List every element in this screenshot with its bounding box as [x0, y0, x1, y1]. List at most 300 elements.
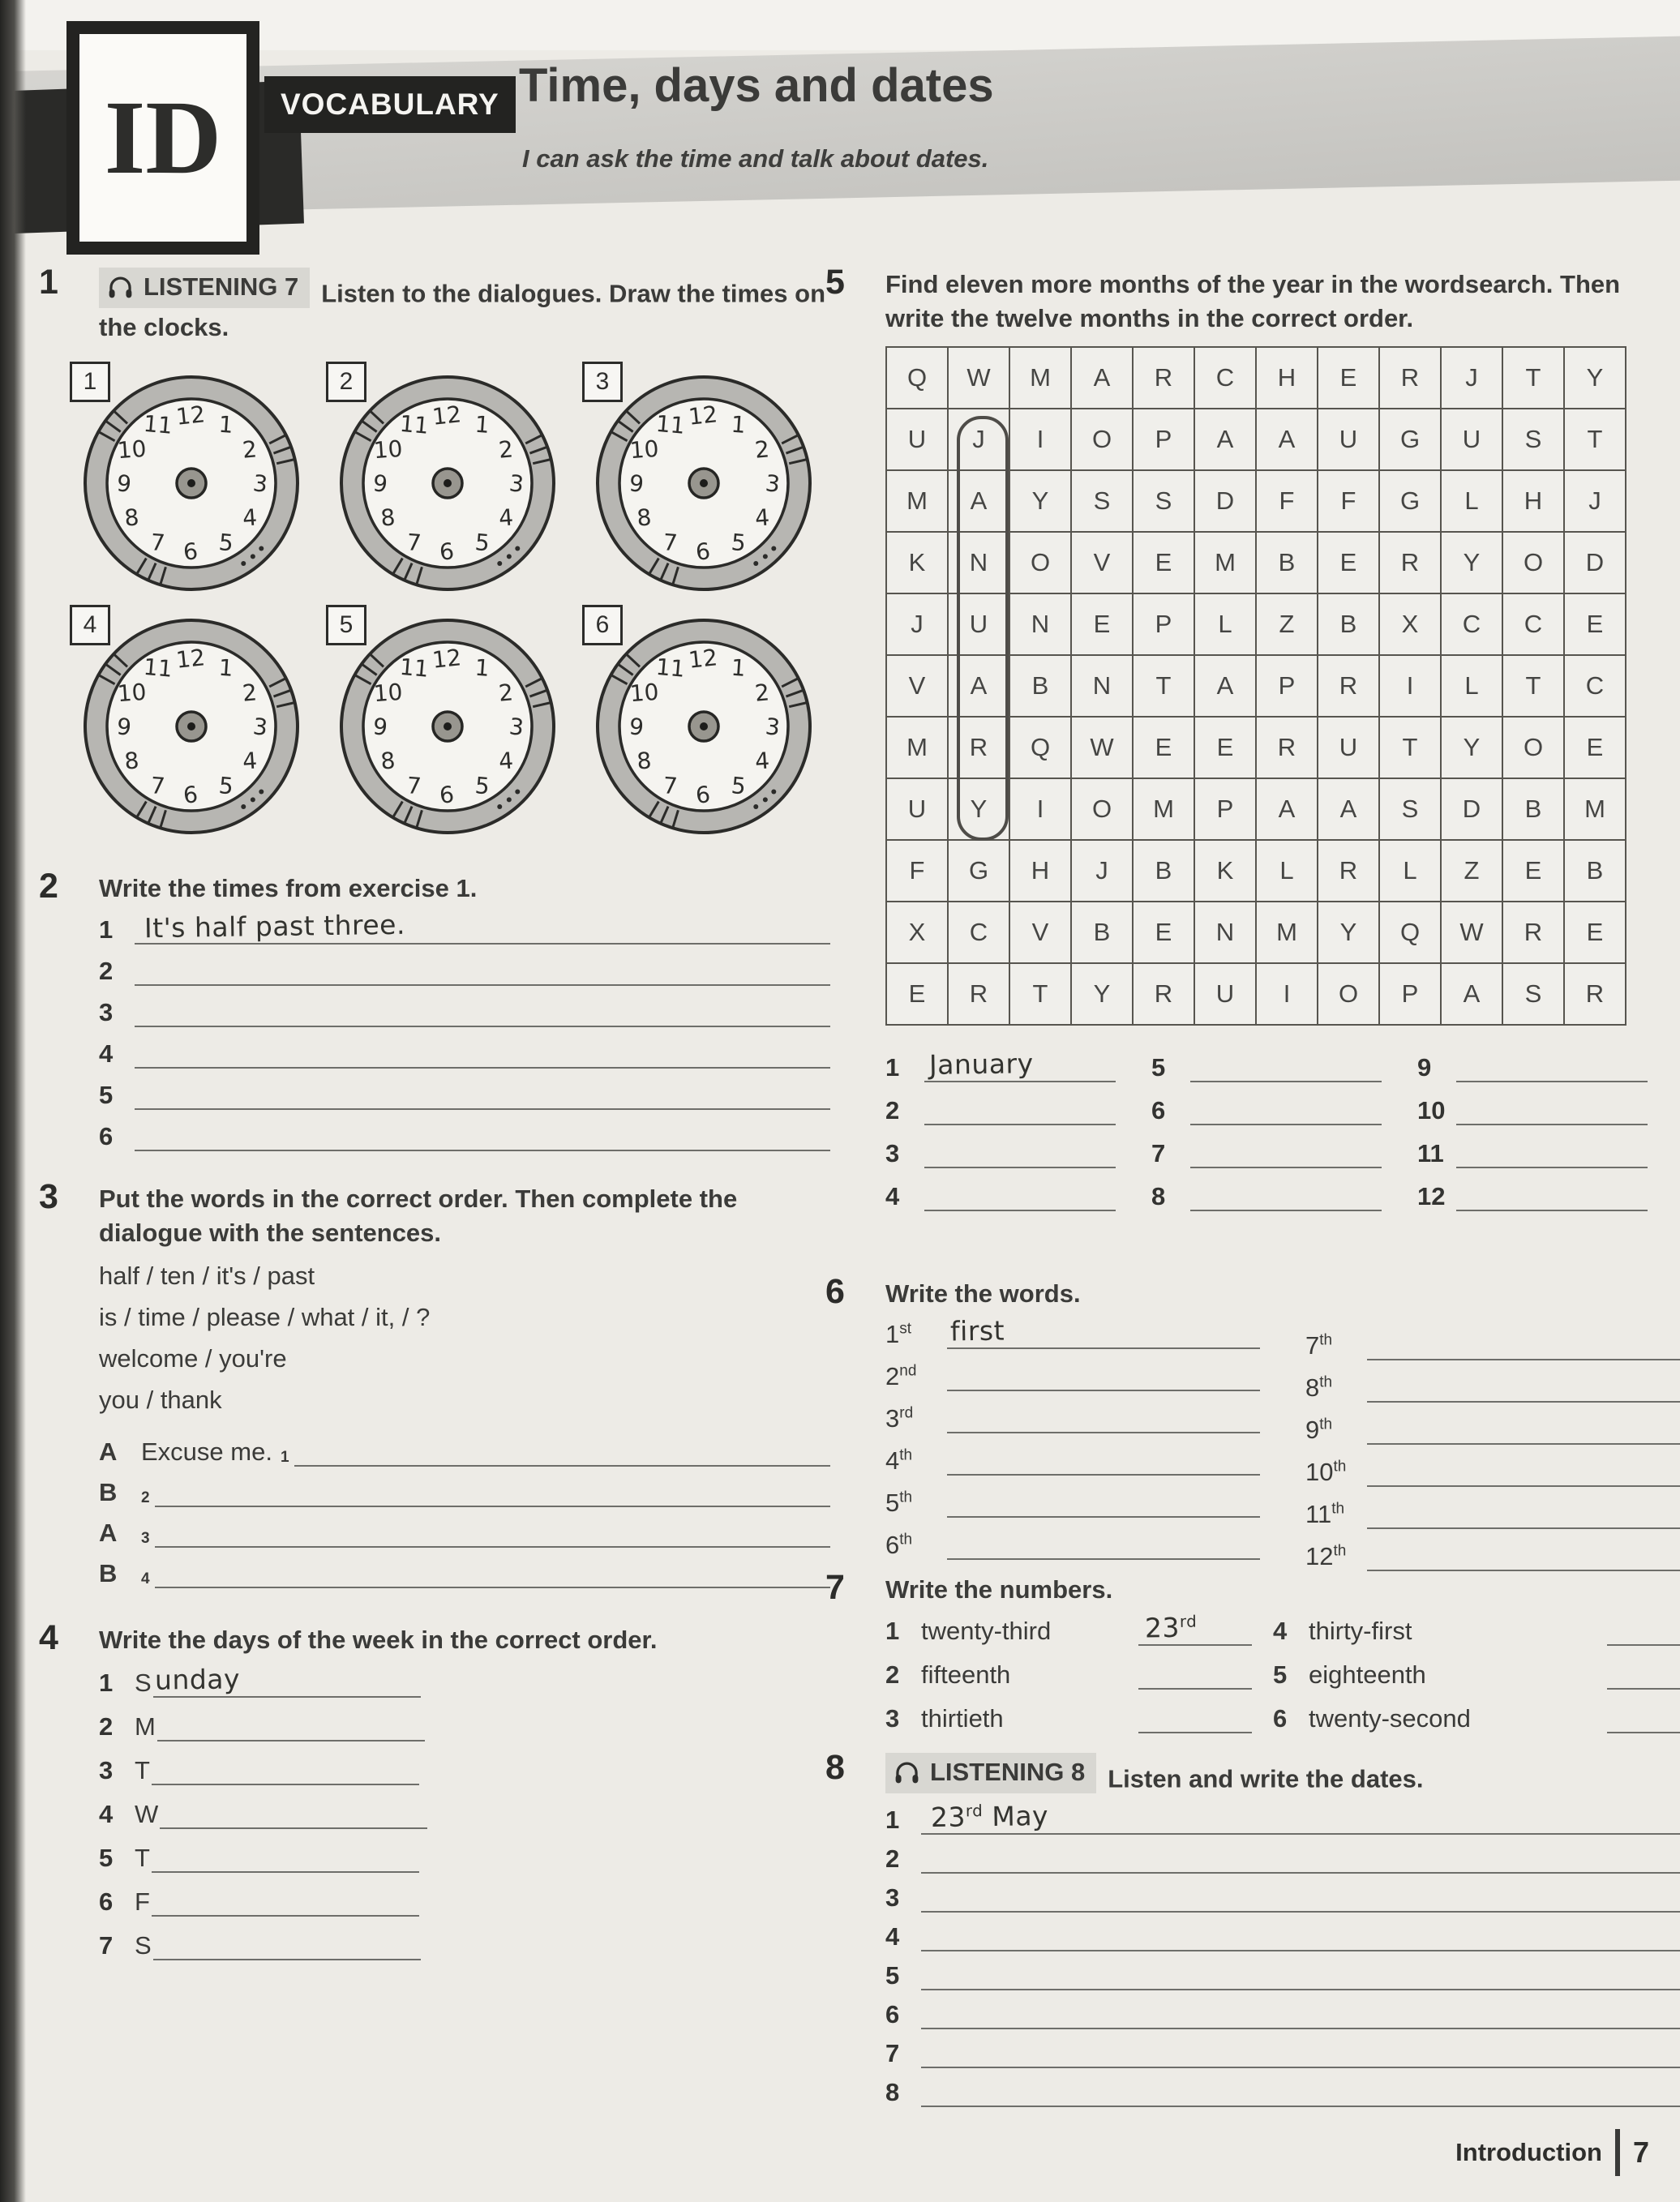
wordsearch-cell[interactable]: A — [948, 655, 1009, 717]
item-number: 4 — [885, 1921, 900, 1951]
wordsearch-cell[interactable]: F — [1318, 470, 1379, 532]
wordsearch-cell[interactable]: M — [1564, 778, 1626, 840]
wordsearch-cell[interactable]: O — [1071, 778, 1133, 840]
wordsearch-cell[interactable]: A — [948, 470, 1009, 532]
wordsearch-cell[interactable]: R — [948, 963, 1009, 1025]
wordsearch-cell[interactable]: P — [1256, 655, 1318, 717]
wordsearch-cell[interactable]: N — [1071, 655, 1133, 717]
wordsearch-cell[interactable]: Y — [1009, 470, 1071, 532]
wordsearch-cell[interactable]: A — [1256, 778, 1318, 840]
wordsearch-cell[interactable]: E — [886, 963, 948, 1025]
answer-row — [99, 1751, 830, 1785]
wordsearch-cell[interactable]: R — [1564, 963, 1626, 1025]
wordsearch-cell[interactable]: Z — [1441, 840, 1502, 902]
wordsearch-cell[interactable]: C — [948, 902, 1009, 963]
handwritten-text: January — [928, 1047, 1034, 1081]
wordsearch-cell[interactable]: K — [886, 532, 948, 593]
answer-line[interactable] — [1367, 1328, 1680, 1360]
wordsearch-cell[interactable]: T — [1564, 409, 1626, 470]
wordsearch-cell[interactable]: C — [1441, 593, 1502, 655]
wordsearch-cell[interactable]: J — [1564, 470, 1626, 532]
answer-line[interactable] — [947, 1485, 1260, 1518]
answer-line[interactable] — [155, 1515, 830, 1548]
wordsearch-cell[interactable]: R — [1379, 532, 1441, 593]
wordsearch-cell[interactable]: A — [1256, 409, 1318, 470]
answer-line[interactable] — [924, 1047, 1116, 1082]
wordsearch-cell[interactable]: O — [1071, 409, 1133, 470]
ordinal-number: 2 — [885, 1361, 900, 1390]
clock-digit: 1 — [730, 654, 747, 683]
wordsearch-cell[interactable]: X — [1379, 593, 1441, 655]
wordsearch-cell[interactable]: T — [1379, 717, 1441, 778]
wordsearch-cell[interactable]: Q — [1379, 902, 1441, 963]
wordsearch-cell[interactable]: H — [1502, 470, 1564, 532]
wordsearch-cell[interactable]: C — [1194, 347, 1256, 409]
ordinal-row — [1305, 1540, 1680, 1571]
clock-digit: 9 — [371, 713, 389, 742]
item-number: 8 — [885, 2077, 900, 2106]
wordsearch-cell[interactable]: V — [1071, 532, 1133, 593]
wordsearch-cell[interactable]: H — [1009, 840, 1071, 902]
wordsearch-cell[interactable]: R — [1318, 840, 1379, 902]
wordsearch-cell[interactable]: A — [1194, 655, 1256, 717]
wordsearch-cell[interactable]: K — [1194, 840, 1256, 902]
wordsearch-cell[interactable]: L — [1379, 840, 1441, 902]
clock-digit: 7 — [662, 772, 679, 800]
answer-line[interactable] — [924, 1093, 1116, 1125]
ordinal-row — [885, 1444, 1260, 1476]
wordsearch-cell[interactable]: J — [1071, 840, 1133, 902]
wordsearch-cell[interactable]: F — [886, 840, 948, 902]
clock-digit: 11 — [398, 653, 431, 683]
ordinal-row — [885, 1314, 1260, 1349]
wordsearch-row — [886, 840, 1626, 902]
number-word-row — [1273, 1613, 1680, 1646]
answer-line[interactable] — [153, 1662, 421, 1698]
answer-line[interactable] — [155, 1556, 830, 1588]
answer-line[interactable] — [924, 1136, 1116, 1168]
wordsearch-cell[interactable]: U — [1318, 717, 1379, 778]
wordsearch-cell[interactable]: I — [1379, 655, 1441, 717]
wordsearch-cell[interactable]: A — [1071, 347, 1133, 409]
answer-line[interactable] — [1367, 1370, 1680, 1403]
answer-line[interactable] — [1456, 1050, 1648, 1082]
item-number: 10 — [1417, 1096, 1446, 1125]
handwritten-answer — [929, 1047, 1034, 1081]
wordsearch-cell[interactable]: O — [1502, 717, 1564, 778]
wordsearch-cell[interactable]: O — [1502, 532, 1564, 593]
clock-2 — [318, 360, 574, 603]
dialogue-row — [99, 1434, 830, 1467]
item-number: 5 — [99, 1843, 114, 1872]
answer-line[interactable] — [294, 1434, 830, 1467]
wordsearch-cell[interactable]: V — [1009, 902, 1071, 963]
wordsearch-cell[interactable]: O — [1318, 963, 1379, 1025]
answer-line[interactable] — [153, 1928, 421, 1960]
clock-digit: 2 — [753, 679, 771, 708]
answer-line[interactable] — [1190, 1136, 1382, 1168]
blank-reference: 3 — [141, 1530, 150, 1548]
clock-digit: 11 — [654, 653, 687, 683]
handwritten-answer — [1145, 1611, 1198, 1643]
answer-line[interactable] — [135, 1036, 830, 1069]
ordinal-word: twenty-second — [1309, 1703, 1471, 1733]
wordsearch-cell[interactable]: Q — [886, 347, 948, 409]
handwritten-text: 23 — [1144, 1611, 1181, 1643]
clock-digit: 6 — [694, 538, 712, 567]
ordinal-row — [1305, 1371, 1680, 1403]
wordsearch-cell[interactable]: R — [1133, 347, 1194, 409]
clock-digit: 6 — [182, 538, 199, 567]
wordsearch-cell[interactable]: Y — [1441, 532, 1502, 593]
wordsearch-cell[interactable]: W — [1441, 902, 1502, 963]
clock-digit: 4 — [498, 747, 515, 775]
clock-digit: 11 — [654, 410, 687, 440]
ordinal-number: 6 — [885, 1530, 900, 1559]
instruction-text: Listen and write the dates. — [1108, 1764, 1424, 1793]
answer-line[interactable] — [921, 1919, 1680, 1951]
handwritten-text: rd — [1179, 1612, 1198, 1631]
wordsearch-cell[interactable]: D — [1441, 778, 1502, 840]
wordsearch-cell[interactable]: Y — [1071, 963, 1133, 1025]
wordsearch-cell[interactable]: B — [1009, 655, 1071, 717]
wordsearch-cell[interactable]: Q — [1009, 717, 1071, 778]
answer-line[interactable] — [947, 1359, 1260, 1391]
wordsearch-cell[interactable]: I — [1009, 409, 1071, 470]
answer-line[interactable] — [1367, 1454, 1680, 1487]
wordsearch-cell[interactable]: G — [948, 840, 1009, 902]
answer-line[interactable] — [1456, 1179, 1648, 1211]
exercise-3-word-sets — [99, 1262, 830, 1415]
clock-digit: 9 — [628, 469, 645, 499]
wordsearch-cell[interactable]: U — [1194, 963, 1256, 1025]
wordsearch-cell[interactable]: S — [1502, 409, 1564, 470]
wordsearch-cell[interactable]: M — [1009, 347, 1071, 409]
listening-label: LISTENING 8 — [930, 1758, 1086, 1786]
wordsearch-cell[interactable]: J — [886, 593, 948, 655]
wordsearch-cell[interactable]: E — [1194, 717, 1256, 778]
answer-line[interactable] — [1607, 1657, 1680, 1690]
answer-line[interactable] — [135, 953, 830, 986]
wordsearch-cell[interactable]: N — [1194, 902, 1256, 963]
item-number: 7 — [1151, 1139, 1166, 1168]
item-number: 1 — [99, 915, 114, 944]
clock-digit: 10 — [628, 435, 660, 465]
wordsearch-cell[interactable]: W — [948, 347, 1009, 409]
clock-face[interactable] — [590, 370, 817, 597]
clock-digit: 7 — [662, 529, 679, 557]
ordinal-suffix: th — [1331, 1500, 1345, 1518]
month-answer-row — [1417, 1050, 1648, 1082]
page-footer — [1455, 2129, 1649, 2176]
wordsearch-cell[interactable]: A — [1441, 963, 1502, 1025]
item-number: 1 — [885, 1053, 900, 1082]
wordsearch-cell[interactable]: E — [1318, 532, 1379, 593]
exercise-3 — [39, 1177, 830, 1596]
wordsearch-cell[interactable]: O — [1009, 532, 1071, 593]
months-answer-list — [885, 1047, 1648, 1211]
answer-line[interactable] — [921, 2036, 1680, 2068]
wordsearch-cell[interactable]: P — [1194, 778, 1256, 840]
item-number: 8 — [1151, 1182, 1166, 1211]
exercise-number: 7 — [825, 1568, 845, 1607]
wordsearch-cell[interactable]: Y — [1441, 717, 1502, 778]
wordsearch-cell[interactable]: I — [1009, 778, 1071, 840]
wordsearch-cell[interactable]: S — [1133, 470, 1194, 532]
answer-line[interactable] — [921, 1841, 1680, 1874]
handwritten-text: first — [949, 1314, 1005, 1347]
wordsearch-cell[interactable]: C — [1564, 655, 1626, 717]
page-number: 7 — [1632, 2136, 1649, 2169]
item-number: 4 — [99, 1039, 114, 1068]
item-number: 5 — [99, 1080, 114, 1109]
wordsearch-cell[interactable]: Z — [1256, 593, 1318, 655]
handwritten-answer — [950, 1314, 1005, 1347]
wordsearch-cell[interactable]: B — [1133, 840, 1194, 902]
wordsearch-cell[interactable]: E — [1318, 347, 1379, 409]
answer-line[interactable] — [921, 1997, 1680, 2029]
ordinal-suffix: th — [899, 1489, 913, 1506]
answer-line[interactable] — [924, 1179, 1116, 1211]
exercise-8-answers — [885, 1799, 1680, 2107]
ordinal-suffix: th — [1319, 1331, 1333, 1349]
answer-line[interactable] — [1607, 1613, 1680, 1646]
clock-digit: 6 — [694, 781, 712, 810]
wordsearch-cell[interactable]: E — [1071, 593, 1133, 655]
answer-line[interactable] — [1367, 1497, 1680, 1529]
numbers-column-left — [885, 1613, 1252, 1745]
wordsearch-cell[interactable]: B — [1564, 840, 1626, 902]
wordsearch-cell[interactable]: R — [1318, 655, 1379, 717]
exercise-3-dialogue — [99, 1434, 830, 1588]
wordsearch-cell[interactable]: M — [1256, 902, 1318, 963]
clock-digit: 6 — [182, 781, 199, 810]
answer-line[interactable] — [157, 1709, 425, 1741]
item-number: 6 — [99, 1121, 114, 1150]
answer-line[interactable] — [135, 1119, 830, 1151]
answer-line[interactable] — [135, 995, 830, 1027]
wordsearch-cell[interactable]: B — [1071, 902, 1133, 963]
wordsearch-cell[interactable]: E — [1564, 593, 1626, 655]
wordsearch-cell[interactable]: M — [1194, 532, 1256, 593]
wordsearch-cell[interactable]: J — [948, 409, 1009, 470]
wordsearch-cell[interactable]: T — [1133, 655, 1194, 717]
wordsearch-cell[interactable]: T — [1502, 347, 1564, 409]
wordsearch-cell[interactable]: L — [1441, 655, 1502, 717]
answer-line[interactable] — [135, 1077, 830, 1110]
answer-line[interactable] — [1138, 1613, 1252, 1646]
clock-digit: 2 — [497, 435, 515, 465]
clock-digit: 8 — [636, 503, 653, 533]
month-answer-row — [885, 1047, 1116, 1082]
day-first-letter: M — [135, 1711, 156, 1741]
wordsearch-cell[interactable]: E — [1502, 840, 1564, 902]
wordsearch-cell[interactable]: T — [1009, 963, 1071, 1025]
clock-face[interactable] — [334, 613, 561, 840]
footer-section-label: Introduction — [1455, 2138, 1602, 2166]
wordsearch-cell[interactable]: B — [1256, 532, 1318, 593]
clock-digit: 4 — [242, 503, 259, 532]
clock-digit: 9 — [115, 469, 133, 499]
speaker-label: B — [99, 1559, 118, 1588]
item-number: 1 — [885, 1805, 900, 1834]
wordsearch-cell[interactable]: R — [1379, 347, 1441, 409]
item-number: 12 — [1417, 1182, 1446, 1211]
ordinal-label — [885, 1404, 947, 1433]
wordsearch-cell[interactable]: M — [1133, 778, 1194, 840]
wordsearch-cell[interactable]: A — [1194, 409, 1256, 470]
clock-digit: 10 — [628, 679, 660, 708]
wordsearch-cell[interactable]: W — [1071, 717, 1133, 778]
wordsearch-cell[interactable]: V — [886, 655, 948, 717]
wordsearch-cell[interactable]: N — [948, 532, 1009, 593]
answer-line[interactable] — [921, 1799, 1680, 1835]
answer-line[interactable] — [1456, 1136, 1648, 1168]
wordsearch-cell[interactable]: D — [1194, 470, 1256, 532]
answer-line[interactable] — [1367, 1412, 1680, 1445]
answer-line[interactable] — [947, 1527, 1260, 1560]
item-number: 9 — [1417, 1053, 1432, 1082]
answer-line[interactable] — [947, 1314, 1260, 1349]
answer-line[interactable] — [1456, 1093, 1648, 1125]
wordsearch-cell[interactable]: L — [1194, 593, 1256, 655]
clock-digit: 12 — [431, 401, 463, 431]
exercise-6-instructions: Write the words. — [885, 1279, 1081, 1308]
wordsearch-cell[interactable]: L — [1441, 470, 1502, 532]
wordsearch-cell[interactable]: U — [1441, 409, 1502, 470]
wordsearch-cell[interactable]: C — [1502, 593, 1564, 655]
clock-digit: 3 — [764, 713, 782, 742]
wordsearch-cell[interactable]: F — [1256, 470, 1318, 532]
wordsearch-cell[interactable]: P — [1379, 963, 1441, 1025]
answer-line[interactable] — [1367, 1539, 1680, 1571]
answer-line[interactable] — [921, 1958, 1680, 1990]
wordsearch-cell[interactable]: U — [886, 778, 948, 840]
exercise-number: 3 — [39, 1177, 58, 1216]
wordsearch-cell[interactable]: B — [1318, 593, 1379, 655]
wordsearch-cell[interactable]: U — [1318, 409, 1379, 470]
wordsearch-cell[interactable]: Y — [948, 778, 1009, 840]
wordsearch-cell[interactable]: E — [1133, 532, 1194, 593]
answer-line[interactable] — [152, 1884, 419, 1917]
wordsearch-cell[interactable]: R — [1502, 902, 1564, 963]
clock-digit: 12 — [174, 644, 207, 675]
wordsearch-cell[interactable]: U — [948, 593, 1009, 655]
answer-line[interactable] — [947, 1401, 1260, 1433]
wordsearch-cell[interactable]: G — [1379, 470, 1441, 532]
wordsearch-cell[interactable]: G — [1379, 409, 1441, 470]
date-answer-row — [885, 1799, 1680, 1835]
answer-line[interactable] — [152, 1753, 419, 1785]
date-answer-row — [885, 1958, 1680, 1990]
handwritten-answer — [154, 1663, 240, 1695]
wordsearch-cell[interactable]: R — [1256, 717, 1318, 778]
wordsearch-cell[interactable]: H — [1256, 347, 1318, 409]
clock-face[interactable] — [78, 613, 305, 840]
wordsearch-cell[interactable]: S — [1379, 778, 1441, 840]
answer-line[interactable] — [921, 2075, 1680, 2107]
answer-line[interactable] — [1190, 1093, 1382, 1125]
word-set: welcome / you're — [99, 1344, 287, 1373]
number-word-row — [885, 1657, 1252, 1690]
wordsearch-cell[interactable]: E — [1564, 902, 1626, 963]
wordsearch-cell[interactable]: S — [1502, 963, 1564, 1025]
answer-line[interactable] — [921, 1880, 1680, 1913]
wordsearch-cell[interactable]: E — [1133, 717, 1194, 778]
number-word-row — [1273, 1657, 1680, 1690]
speaker-label: A — [99, 1519, 118, 1548]
clock-digit: 4 — [754, 503, 771, 532]
wordsearch-cell[interactable]: B — [1502, 778, 1564, 840]
wordsearch-cell[interactable]: N — [1009, 593, 1071, 655]
wordsearch-cell[interactable]: J — [1441, 347, 1502, 409]
clock-face[interactable] — [590, 613, 817, 840]
clock-face[interactable] — [78, 370, 305, 597]
item-number: 6 — [99, 1887, 114, 1916]
clock-digit: 12 — [431, 644, 463, 675]
wordsearch-cell[interactable]: R — [1133, 963, 1194, 1025]
month-answer-row — [1151, 1179, 1382, 1211]
wordsearch-cell[interactable]: Y — [1318, 902, 1379, 963]
answer-line[interactable] — [1607, 1701, 1680, 1733]
wordsearch-cell[interactable]: S — [1071, 470, 1133, 532]
answer-line[interactable] — [1190, 1050, 1382, 1082]
answer-line[interactable] — [152, 1840, 419, 1873]
answer-line[interactable] — [1138, 1701, 1252, 1733]
wordsearch-cell[interactable]: P — [1133, 593, 1194, 655]
answer-line[interactable] — [1190, 1179, 1382, 1211]
wordsearch-cell[interactable]: M — [886, 470, 948, 532]
clock-digit: 3 — [508, 713, 525, 742]
unit-badge — [66, 21, 259, 255]
wordsearch-cell[interactable]: P — [1133, 409, 1194, 470]
clock-digit: 10 — [116, 435, 148, 465]
answer-line[interactable] — [155, 1475, 830, 1507]
wordsearch-cell[interactable]: T — [1502, 655, 1564, 717]
answer-line[interactable] — [947, 1443, 1260, 1476]
answer-line[interactable] — [135, 908, 830, 945]
wordsearch-cell[interactable]: M — [886, 717, 948, 778]
exercise-6 — [825, 1272, 1680, 1582]
clock-digit: 7 — [149, 772, 166, 800]
clock-digit: 5 — [730, 772, 748, 800]
wordsearch-cell[interactable]: A — [1318, 778, 1379, 840]
wordsearch-cell[interactable]: E — [1564, 717, 1626, 778]
clock-face[interactable] — [334, 370, 561, 597]
speaker-label: B — [99, 1478, 118, 1507]
wordsearch-cell[interactable]: X — [886, 902, 948, 963]
clock-digit: 11 — [142, 653, 174, 683]
ordinal-word: twenty-third — [921, 1616, 1052, 1645]
answer-line[interactable] — [160, 1797, 427, 1829]
date-answer-row — [885, 1880, 1680, 1913]
item-number: 3 — [99, 997, 114, 1026]
circled-answer-january — [957, 416, 1009, 841]
page-title: Time, days and dates — [519, 59, 994, 112]
wordsearch-cell[interactable]: R — [948, 717, 1009, 778]
wordsearch-cell[interactable]: U — [886, 409, 948, 470]
wordsearch-cell[interactable]: E — [1133, 902, 1194, 963]
wordsearch-cell[interactable]: L — [1256, 840, 1318, 902]
wordsearch-cell[interactable]: D — [1564, 532, 1626, 593]
ordinal-row — [885, 1360, 1260, 1391]
answer-line[interactable] — [1138, 1657, 1252, 1690]
wordsearch-cell[interactable]: Y — [1564, 347, 1626, 409]
wordsearch-cell[interactable]: I — [1256, 963, 1318, 1025]
clock-6 — [574, 603, 830, 846]
exercise-4 — [39, 1618, 830, 1970]
item-number: 3 — [885, 1139, 900, 1168]
